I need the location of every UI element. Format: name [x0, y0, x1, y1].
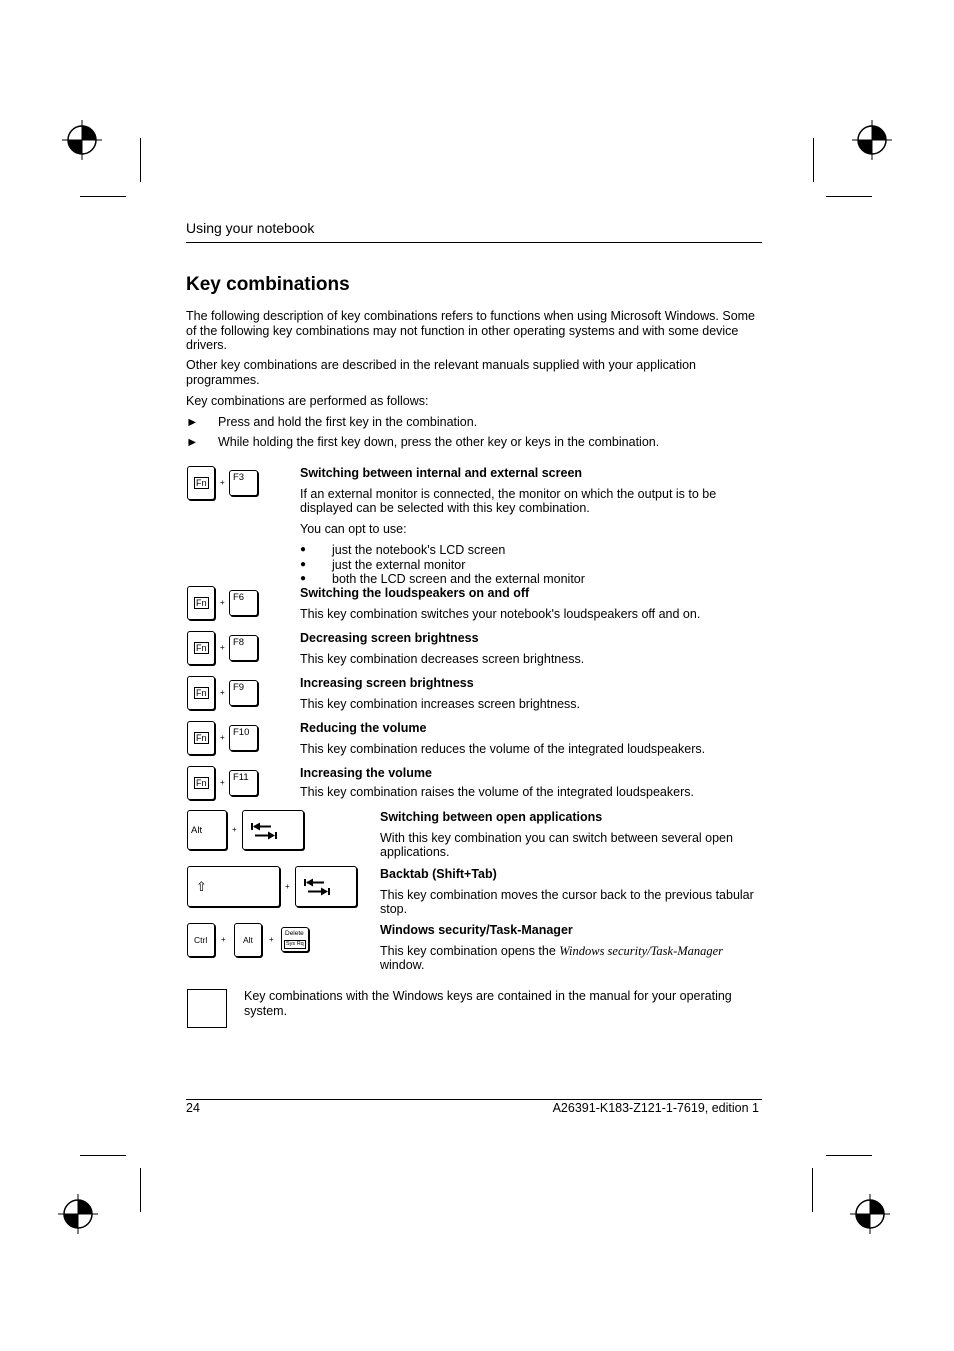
- combo-title: Switching between internal and external screen: [300, 466, 583, 480]
- tab-arrows-icon: [304, 877, 330, 897]
- combo-body: This key combination decreases screen brightness.: [300, 651, 585, 666]
- shift-key: [187, 866, 280, 907]
- combo-description: [300, 676, 760, 711]
- crop-line: [80, 196, 126, 197]
- plus-sign: +: [220, 688, 225, 697]
- plus-sign: +: [221, 935, 226, 944]
- f11-key: F11: [229, 770, 258, 796]
- delete-key: Delete Sys Rq: [281, 927, 309, 952]
- list-item: ● just the notebook's LCD screen: [300, 543, 585, 558]
- crop-line: [140, 1168, 141, 1212]
- plus-sign: +: [285, 882, 290, 891]
- crop-line: [826, 1155, 872, 1156]
- page-number: 24: [186, 1101, 200, 1115]
- combo-description: [300, 721, 760, 756]
- list-item: ● just the external monitor: [300, 558, 585, 573]
- plus-sign: +: [232, 825, 237, 834]
- ctrl-key: Ctrl: [187, 923, 215, 957]
- intro-paragraph: The following description of key combinations refers to functions when using Microsoft Windows. Some of the following key combinations may not function in other operating systems and with some device drivers.: [186, 309, 756, 353]
- combo-body: With this key combination you can switch between several open applications.: [380, 830, 733, 860]
- crop-line: [80, 1155, 126, 1156]
- fn-key: Fn: [187, 676, 215, 710]
- combo-body: This key combination opens the Windows security/Task-Manager window.: [380, 943, 724, 973]
- plus-sign: +: [220, 598, 225, 607]
- step-item: ► While holding the first key down, press the other key or keys in the combination.: [186, 435, 660, 449]
- combo-description: [300, 631, 760, 666]
- registration-mark-icon: [58, 1194, 98, 1234]
- combo-title: Decreasing screen brightness: [300, 631, 479, 645]
- section-title: Key combinations: [186, 274, 350, 295]
- tab-arrows-icon: [251, 821, 277, 841]
- plus-sign: +: [269, 935, 274, 944]
- crop-line: [140, 138, 141, 182]
- combo-title: Reducing the volume: [300, 721, 427, 735]
- tab-key: [295, 866, 357, 907]
- plus-sign: +: [220, 778, 225, 787]
- fn-key: Fn: [187, 766, 215, 800]
- option-list: [300, 543, 585, 587]
- combo-description: [380, 923, 760, 973]
- f3-key: F3: [229, 470, 258, 496]
- f10-key: F10: [229, 725, 258, 751]
- combo-description: [300, 466, 760, 536]
- fn-key: Fn: [187, 586, 215, 620]
- combo-title: Switching between open applications: [380, 810, 603, 824]
- combo-description: [380, 867, 760, 917]
- combo-body: If an external monitor is connected, the monitor on which the output is to be displayed can be selected with this key combination.: [300, 486, 717, 516]
- alt-key: Alt: [187, 810, 227, 850]
- header-rule: [186, 242, 762, 243]
- combo-title: Windows security/Task-Manager: [380, 923, 573, 937]
- fn-key: Fn: [187, 721, 215, 755]
- combo-body: This key combination moves the cursor back to the previous tabular stop.: [380, 887, 754, 917]
- alt-key: Alt: [234, 923, 262, 957]
- shift-arrow-icon: ⇧: [196, 879, 207, 894]
- intro-paragraph: Key combinations are performed as follows:: [186, 394, 429, 408]
- registration-mark-icon: [62, 120, 102, 160]
- plus-sign: +: [220, 478, 225, 487]
- crop-line: [813, 138, 814, 182]
- combo-description: [300, 766, 760, 799]
- plus-sign: +: [220, 643, 225, 652]
- combo-description: [380, 810, 760, 860]
- combo-title: Switching the loudspeakers on and off: [300, 586, 530, 600]
- arrow-bullet-icon: ►: [186, 435, 199, 449]
- combo-extra: You can opt to use:: [300, 521, 407, 536]
- note-text: Key combinations with the Windows keys are contained in the manual for your operating system.: [244, 989, 732, 1018]
- combo-title: Backtab (Shift+Tab): [380, 867, 497, 881]
- list-item: ● both the LCD screen and the external monitor: [300, 572, 585, 587]
- plus-sign: +: [220, 733, 225, 742]
- tab-key: [242, 810, 304, 850]
- note-box-icon: [187, 989, 227, 1028]
- registration-mark-icon: [852, 120, 892, 160]
- crop-line: [826, 196, 872, 197]
- f8-key: F8: [229, 635, 258, 661]
- f9-key: F9: [229, 680, 258, 706]
- combo-body: This key combination raises the volume of the integrated loudspeakers.: [300, 784, 694, 799]
- intro-paragraph: Other key combinations are described in the relevant manuals supplied with your application programmes.: [186, 358, 697, 387]
- step-item: ► Press and hold the first key in the combination.: [186, 415, 478, 429]
- f6-key: F6: [229, 590, 258, 616]
- combo-body: This key combination reduces the volume of the integrated loudspeakers.: [300, 741, 706, 756]
- running-header: Using your notebook: [186, 220, 315, 236]
- combo-body: This key combination switches your notebook's loudspeakers off and on.: [300, 606, 701, 621]
- crop-line: [812, 1168, 813, 1212]
- fn-key: Fn: [187, 631, 215, 665]
- combo-title: Increasing screen brightness: [300, 676, 474, 690]
- combo-description: [300, 586, 760, 621]
- footer-rule: [186, 1099, 762, 1100]
- combo-title: Increasing the volume: [300, 766, 432, 780]
- document-id: A26391-K183-Z121-1-7619, edition 1: [552, 1101, 759, 1115]
- combo-body: This key combination increases screen brightness.: [300, 696, 580, 711]
- arrow-bullet-icon: ►: [186, 415, 199, 429]
- registration-mark-icon: [850, 1194, 890, 1234]
- fn-key: Fn: [187, 466, 215, 500]
